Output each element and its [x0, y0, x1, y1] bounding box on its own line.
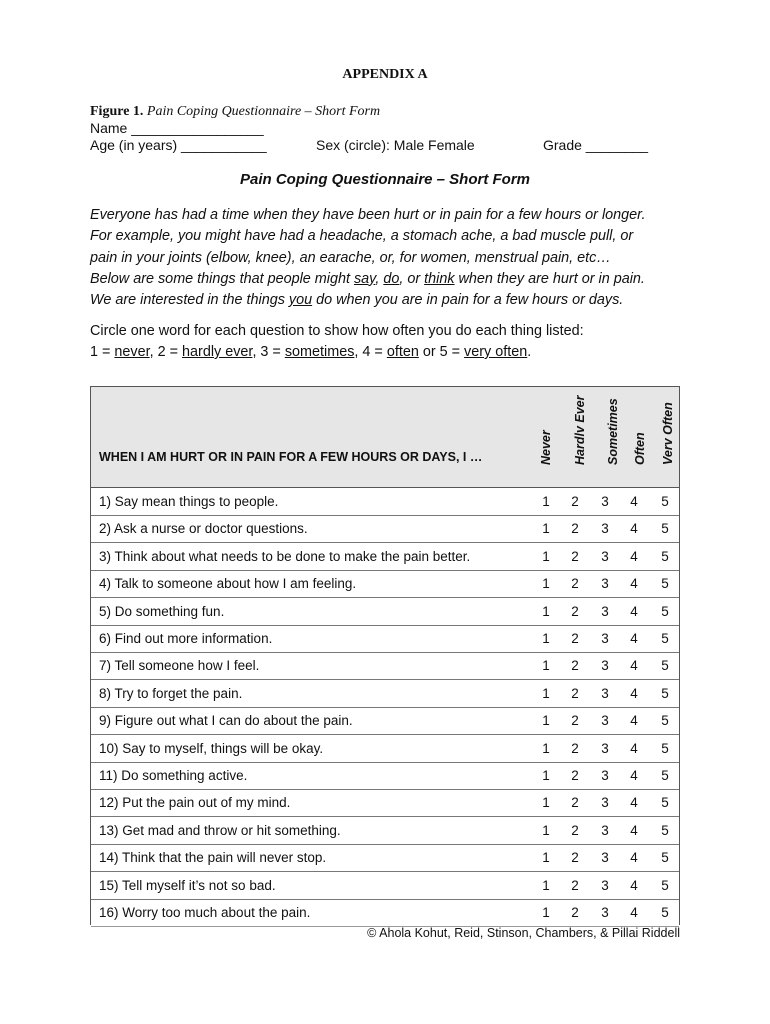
rating-option-5[interactable]: 5 [661, 658, 669, 674]
rating-option-3[interactable]: 3 [601, 548, 609, 564]
table-row [91, 625, 679, 653]
rating-option-2[interactable]: 2 [571, 822, 579, 838]
table-row [91, 652, 679, 680]
rating-option-2[interactable]: 2 [571, 685, 579, 701]
rating-option-3[interactable]: 3 [601, 740, 609, 756]
rating-option-3[interactable]: 3 [601, 905, 609, 920]
rating-option-2[interactable]: 2 [571, 768, 579, 783]
rating-option-4[interactable]: 4 [630, 877, 638, 893]
question-text: 12) Put the pain out of my mind. [99, 795, 291, 811]
rating-option-3[interactable]: 3 [601, 521, 609, 537]
question-text: 3) Think about what needs to be done to make the pain better. [99, 548, 471, 564]
rating-option-4[interactable]: 4 [630, 822, 638, 838]
table-row [91, 488, 679, 516]
question-text: 7) Tell someone how I feel. [99, 658, 260, 674]
table-row [91, 707, 679, 735]
rating-option-1[interactable]: 1 [542, 795, 550, 811]
rating-option-4[interactable]: 4 [630, 768, 638, 783]
intro-line: pain in your joints (elbow, knee), an earache, or, for women, menstrual pain, etc… [90, 249, 611, 266]
rating-option-5[interactable]: 5 [661, 521, 669, 537]
rating-option-4[interactable]: 4 [630, 713, 638, 729]
rating-option-3[interactable]: 3 [601, 494, 609, 509]
column-header-hardly-ever: Hardlv Ever [573, 395, 587, 465]
rating-option-4[interactable]: 4 [630, 685, 638, 701]
questionnaire-table [90, 386, 680, 925]
rating-option-2[interactable]: 2 [571, 713, 579, 729]
rating-option-2[interactable]: 2 [571, 631, 579, 646]
rating-option-5[interactable]: 5 [661, 548, 669, 564]
question-text: 2) Ask a nurse or doctor questions. [99, 521, 308, 537]
question-text: 16) Worry too much about the pain. [99, 905, 311, 920]
rating-option-3[interactable]: 3 [601, 685, 609, 701]
rating-option-5[interactable]: 5 [661, 576, 669, 592]
rating-option-2[interactable]: 2 [571, 850, 579, 866]
intro-line: We are interested in the things you do when you are in pain for a few hours or days. [90, 292, 624, 309]
table-row [91, 789, 679, 817]
rating-option-4[interactable]: 4 [630, 658, 638, 674]
table-row [91, 844, 679, 872]
instruction-line: Circle one word for each question to show how often you do each thing listed: [90, 323, 584, 339]
question-text: 14) Think that the pain will never stop. [99, 850, 327, 866]
rating-option-1[interactable]: 1 [542, 905, 550, 920]
rating-option-3[interactable]: 3 [601, 768, 609, 783]
rating-option-1[interactable]: 1 [542, 850, 550, 866]
rating-option-5[interactable]: 5 [661, 905, 669, 920]
rating-option-2[interactable]: 2 [571, 548, 579, 564]
appendix-title: APPENDIX A [342, 67, 428, 82]
rating-option-3[interactable]: 3 [601, 631, 609, 646]
rating-option-5[interactable]: 5 [661, 877, 669, 893]
table-row [91, 872, 679, 900]
rating-option-1[interactable]: 1 [542, 576, 550, 592]
column-header-often: Often [633, 432, 647, 465]
column-header-never: Never [539, 430, 553, 465]
rating-option-1[interactable]: 1 [542, 631, 550, 646]
table-header-label: WHEN I AM HURT OR IN PAIN FOR A FEW HOURS OR DAYS, I … [99, 450, 483, 464]
rating-option-3[interactable]: 3 [601, 850, 609, 866]
rating-option-5[interactable]: 5 [661, 713, 669, 729]
rating-option-3[interactable]: 3 [601, 576, 609, 592]
intro-line: Below are some things that people might say, do, or think when they are hurt or in pain. [90, 270, 645, 287]
rating-option-1[interactable]: 1 [542, 658, 550, 674]
table-row [91, 515, 679, 543]
question-text: 5) Do something fun. [99, 603, 225, 619]
question-text: 13) Get mad and throw or hit something. [99, 822, 341, 838]
rating-option-5[interactable]: 5 [661, 822, 669, 838]
rating-option-4[interactable]: 4 [630, 905, 638, 920]
rating-option-4[interactable]: 4 [630, 603, 638, 619]
scale-legend: 1 = never, 2 = hardly ever, 3 = sometimes, 4 = often or 5 = very often. [90, 344, 532, 360]
rating-option-3[interactable]: 3 [601, 713, 609, 729]
rating-option-2[interactable]: 2 [571, 658, 579, 674]
figure-label: Figure 1. [90, 104, 144, 119]
sex-field[interactable]: Sex (circle): Male Female [316, 137, 475, 153]
rating-option-1[interactable]: 1 [542, 877, 550, 893]
rating-option-5[interactable]: 5 [661, 631, 669, 646]
question-text: 15) Tell myself it’s not so bad. [99, 877, 276, 893]
rating-option-2[interactable]: 2 [571, 576, 579, 592]
intro-paragraph [90, 205, 690, 311]
rating-option-1[interactable]: 1 [542, 713, 550, 729]
rating-option-1[interactable]: 1 [542, 521, 550, 537]
rating-option-3[interactable]: 3 [601, 877, 609, 893]
rating-option-1[interactable]: 1 [542, 603, 550, 619]
rating-option-1[interactable]: 1 [542, 822, 550, 838]
age-field[interactable]: Age (in years) ___________ [90, 137, 267, 153]
rating-option-5[interactable]: 5 [661, 740, 669, 756]
table-row [91, 762, 679, 790]
rating-option-3[interactable]: 3 [601, 658, 609, 674]
copyright-credit: © Ahola Kohut, Reid, Stinson, Chambers, & Pillai Riddell [367, 926, 680, 940]
question-text: 1) Say mean things to people. [99, 494, 279, 509]
table-row [91, 680, 679, 708]
rating-option-5[interactable]: 5 [661, 494, 669, 509]
intro-line: Everyone has had a time when they have been hurt or in pain for a few hours or longer. [90, 207, 646, 223]
rating-option-3[interactable]: 3 [601, 795, 609, 811]
table-row [91, 598, 679, 626]
column-header-very-often: Verv Often [661, 402, 675, 465]
rating-option-3[interactable]: 3 [601, 822, 609, 838]
grade-field[interactable]: Grade ________ [543, 137, 649, 153]
question-text: 4) Talk to someone about how I am feeling. [99, 576, 357, 592]
table-header [91, 387, 679, 488]
table-row [91, 543, 679, 571]
table-row [91, 735, 679, 763]
figure-title: Pain Coping Questionnaire – Short Form [146, 104, 381, 119]
rating-option-5[interactable]: 5 [661, 795, 669, 811]
question-text: 8) Try to forget the pain. [99, 685, 243, 701]
instructions [90, 321, 690, 363]
rating-option-5[interactable]: 5 [661, 685, 669, 701]
rating-option-1[interactable]: 1 [542, 768, 550, 783]
rating-option-1[interactable]: 1 [542, 494, 550, 509]
table-row [91, 899, 679, 927]
rating-option-2[interactable]: 2 [571, 494, 579, 509]
rating-option-4[interactable]: 4 [630, 795, 638, 811]
rating-option-1[interactable]: 1 [542, 548, 550, 564]
rating-option-5[interactable]: 5 [661, 768, 669, 783]
rating-option-2[interactable]: 2 [571, 795, 579, 811]
rating-option-4[interactable]: 4 [630, 548, 638, 564]
rating-option-1[interactable]: 1 [542, 740, 550, 756]
rating-option-4[interactable]: 4 [630, 740, 638, 756]
question-text: 11) Do something active. [99, 768, 248, 783]
rating-option-2[interactable]: 2 [571, 740, 579, 756]
rating-option-4[interactable]: 4 [630, 494, 638, 509]
question-text: 6) Find out more information. [99, 631, 273, 646]
rating-option-4[interactable]: 4 [630, 631, 638, 646]
rating-option-2[interactable]: 2 [571, 877, 579, 893]
rating-option-2[interactable]: 2 [571, 603, 579, 619]
form-title: Pain Coping Questionnaire – Short Form [239, 171, 531, 188]
name-field[interactable]: Name _________________ [90, 120, 264, 136]
question-text: 10) Say to myself, things will be okay. [99, 740, 324, 756]
rating-option-2[interactable]: 2 [571, 521, 579, 537]
rating-option-2[interactable]: 2 [571, 905, 579, 920]
rating-option-4[interactable]: 4 [630, 521, 638, 537]
table-row [91, 817, 679, 845]
rating-option-3[interactable]: 3 [601, 603, 609, 619]
table-row [91, 570, 679, 598]
rating-option-5[interactable]: 5 [661, 850, 669, 866]
rating-option-4[interactable]: 4 [630, 850, 638, 866]
rating-option-5[interactable]: 5 [661, 603, 669, 619]
rating-option-1[interactable]: 1 [542, 685, 550, 701]
question-text: 9) Figure out what I can do about the pain. [99, 713, 353, 729]
rating-option-4[interactable]: 4 [630, 576, 638, 592]
intro-line: For example, you might have had a headache, a stomach ache, a bad muscle pull, or [90, 228, 634, 245]
column-header-sometimes: Sometimes [606, 398, 620, 465]
figure-caption [90, 104, 380, 120]
